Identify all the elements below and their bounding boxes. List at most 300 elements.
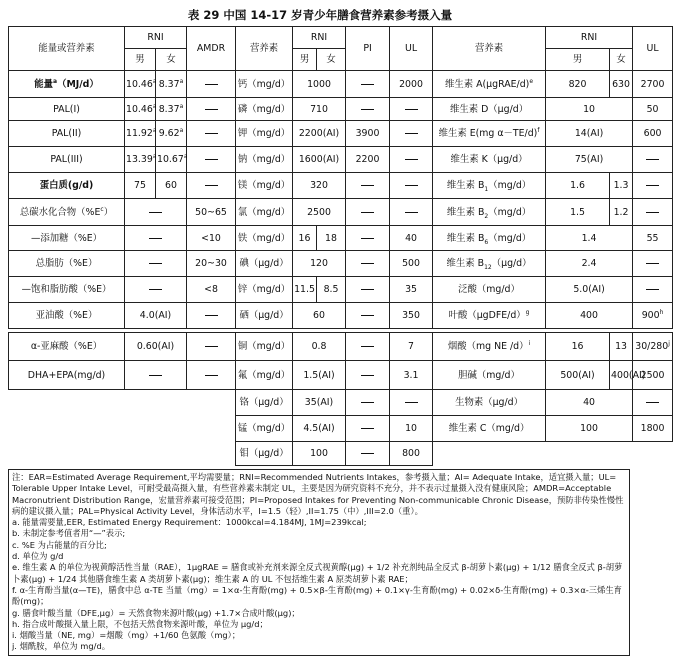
- nutrient-cell-text-unit: （mg/d）: [488, 232, 532, 244]
- dash-mark: [405, 159, 418, 160]
- ul-cell: [390, 390, 433, 416]
- ul-cell: [633, 333, 673, 361]
- rni-cell-text: 75(AI): [574, 154, 604, 165]
- header-female-2: 女: [317, 49, 346, 71]
- ul-cell: [390, 199, 433, 226]
- dash-mark: [149, 212, 162, 213]
- footnote-mark: a: [179, 102, 184, 110]
- rni-female-cell-text: 630: [612, 78, 630, 90]
- header-female-3: 女: [610, 49, 633, 71]
- nutrient-cell-text-unit: ）: [103, 206, 114, 218]
- rni-cell-text: 5.0(AI): [573, 284, 605, 295]
- rni-cell-text: 1.5(AI): [303, 369, 335, 381]
- rni-cell-text: 14(AI): [574, 128, 604, 139]
- dash-mark: [646, 185, 659, 186]
- rni-female-cell-text: 13: [615, 341, 628, 352]
- ul-cell-text: 350: [402, 310, 420, 321]
- rni-cell-text: 4.0(AI): [139, 310, 172, 321]
- rni-cell: [293, 147, 346, 173]
- nutrient-cell-text: PAL(I): [53, 103, 80, 115]
- amdr-cell-text: 50~65: [195, 206, 227, 218]
- dash-mark: [205, 109, 218, 110]
- table-row: [9, 147, 673, 173]
- rni-cell-text: 2500: [307, 206, 331, 218]
- nutrient-cell-text: 碘（μg/d）: [239, 258, 289, 269]
- nutrient-cell: [9, 147, 125, 173]
- table-row: [9, 121, 673, 147]
- rni-female-cell-text: 8.37: [158, 78, 180, 90]
- ul-cell: [390, 147, 433, 173]
- note-line: i. 烟酸当量（NE, mg）=烟酸（mg）+1/60 色氨酸（mg）；: [12, 630, 241, 641]
- header-ul-2: UL: [390, 27, 433, 71]
- rni-cell: [293, 251, 346, 277]
- ul-cell-text: 2500: [640, 369, 665, 381]
- rni-cell-text: 100: [580, 423, 598, 434]
- nutrient-cell-text: 维生素 B: [446, 232, 485, 244]
- rni-male-cell-text: 11.92: [126, 128, 153, 139]
- rni-cell-text: 1000: [307, 78, 331, 90]
- nutrient-cell: [433, 98, 546, 121]
- rni-male-cell: [125, 121, 156, 147]
- nutrient-cell-text: 氯（mg/d）: [237, 206, 291, 218]
- table-row: [9, 277, 673, 303]
- rni-cell-text: 100: [310, 448, 328, 459]
- nutrient-cell: [433, 226, 546, 251]
- dash-mark: [205, 159, 218, 160]
- dash-mark: [361, 238, 374, 239]
- header-ul-3: UL: [633, 27, 673, 71]
- rni-female-cell: [156, 98, 187, 121]
- rni-female-cell-text: 8.5: [323, 284, 339, 295]
- ul-cell: [390, 361, 433, 390]
- rni-cell: [293, 303, 346, 329]
- table-row: [9, 71, 673, 98]
- rni-cell: [293, 173, 346, 199]
- rni-cell-text: 0.8: [311, 341, 327, 352]
- rni-male-cell-text: 75: [134, 180, 146, 191]
- note-line: c. %E 为占能量的百分比;: [12, 539, 107, 550]
- header-female-1: 女: [156, 49, 187, 71]
- amdr-cell: [187, 226, 236, 251]
- dash-mark: [361, 185, 374, 186]
- pi-cell: [346, 303, 390, 329]
- ul-cell-text: 55: [646, 232, 659, 244]
- amdr-cell: [187, 98, 236, 121]
- rni-male-cell: [125, 173, 156, 199]
- nutrient-cell: [433, 71, 546, 98]
- nutrient-cell-text: 硒（μg/d）: [239, 310, 289, 321]
- header-pi: PI: [346, 27, 390, 71]
- ul-cell: [633, 251, 673, 277]
- ul-cell-text: 3.1: [403, 369, 419, 381]
- nutrient-cell: [433, 390, 546, 416]
- ul-cell-text: 2000: [399, 78, 423, 90]
- nutrient-cell: [433, 416, 546, 442]
- dash-mark: [361, 263, 374, 264]
- dash-mark: [361, 453, 374, 454]
- rni-cell: [293, 361, 346, 390]
- rni-cell: [546, 277, 633, 303]
- nutrient-cell: [433, 199, 546, 226]
- nutrient-cell-text: 总碳水化合物（%E: [19, 206, 101, 218]
- ul-cell: [390, 303, 433, 329]
- amdr-cell-text: <10: [201, 232, 221, 244]
- ul-cell-text: 900: [641, 310, 660, 321]
- nutrient-cell-text: 维生素 B: [446, 180, 485, 191]
- nutrient-cell: [433, 251, 546, 277]
- nutrient-cell-text: 钼（μg/d）: [239, 448, 289, 459]
- nutrient-cell-text: DHA+EPA(mg/d): [27, 369, 106, 381]
- rni-male-cell: [125, 71, 156, 98]
- nutrient-cell-text: 亚油酸（%E）: [35, 310, 98, 321]
- dash-mark: [646, 289, 659, 290]
- nutrient-cell: [236, 390, 293, 416]
- rni-female-cell-text: 8.37: [158, 103, 180, 115]
- rni-male-cell: [546, 173, 610, 199]
- ul-cell: [633, 199, 673, 226]
- rni-female-cell: [156, 147, 187, 173]
- ul-cell-text: 2700: [640, 78, 665, 90]
- rni-female-cell: [317, 277, 346, 303]
- footnote-mark: a: [152, 102, 157, 110]
- rni-cell: [125, 251, 187, 277]
- rni-cell: [125, 303, 187, 329]
- ul-cell: [390, 442, 433, 466]
- table-row: [9, 361, 673, 390]
- dash-mark: [361, 346, 374, 347]
- footnote-mark: e: [529, 77, 534, 85]
- rni-cell-text: 60: [313, 310, 325, 321]
- nutrient-cell: [236, 121, 293, 147]
- header-rni-3: RNI: [546, 27, 633, 49]
- note-line: j. 烟酰胺，单位为 mg/d。: [12, 641, 111, 652]
- rni-cell: [125, 277, 187, 303]
- rni-cell: [125, 199, 187, 226]
- note-line: h. 指合成叶酸摄入量上限，不包括天然食物来源叶酸，单位为 μg/d；: [12, 618, 268, 629]
- nutrient-cell-text: 维生素 A(μgRAE/d): [445, 78, 530, 90]
- header-rni-1: RNI: [125, 27, 187, 49]
- nutrient-cell-text: 维生素 B: [446, 206, 485, 218]
- note-line: a. 能量需要量,EER, Estimated Energy Requirement：1000kcal=4.184MJ, 1MJ=239kcal;: [12, 517, 367, 528]
- rni-cell: [125, 226, 187, 251]
- dash-mark: [646, 402, 659, 403]
- nutrient-cell: [433, 333, 546, 361]
- nutrient-cell-text: 铁（mg/d）: [237, 232, 291, 244]
- table-row: [9, 333, 673, 361]
- rni-cell-text: 710: [310, 103, 328, 115]
- amdr-cell: [187, 199, 236, 226]
- dash-mark: [361, 84, 374, 85]
- ul-cell: [390, 173, 433, 199]
- nutrient-cell-text: 锰（mg/d）: [237, 423, 291, 434]
- dash-mark: [361, 428, 374, 429]
- rni-cell: [546, 147, 633, 173]
- nutrient-cell-text-unit: （mg/d）: [488, 180, 532, 191]
- rni-female-cell-text: 60: [165, 180, 177, 191]
- rni-cell-text: 40: [583, 397, 596, 408]
- footnote-mark: a: [152, 152, 157, 160]
- ul-cell-text: 50: [646, 103, 659, 115]
- rni-male-cell: [546, 361, 610, 390]
- rni-male-cell: [125, 147, 156, 173]
- nutrient-cell-text: 总脂肪（%E）: [35, 258, 98, 269]
- pi-cell: [346, 390, 390, 416]
- ul-cell: [390, 121, 433, 147]
- nutrient-cell: [433, 277, 546, 303]
- ul-cell: [633, 303, 673, 329]
- dash-mark: [405, 185, 418, 186]
- dash-mark: [149, 238, 162, 239]
- ul-cell-text: 1800: [640, 423, 665, 434]
- rni-female-cell: [610, 361, 646, 390]
- nutrient-cell: [236, 199, 293, 226]
- pi-cell-text: 3900: [355, 128, 380, 139]
- rni-cell: [293, 121, 346, 147]
- dash-mark: [149, 289, 162, 290]
- rni-cell: [293, 199, 346, 226]
- dash-mark: [646, 212, 659, 213]
- ul-cell: [390, 98, 433, 121]
- rni-cell-text: 1600(AI): [298, 154, 340, 165]
- ul-cell: [390, 277, 433, 303]
- header-nutrient-3: 营养素: [433, 27, 546, 71]
- nutrient-cell: [9, 303, 125, 329]
- rni-female-cell: [317, 226, 346, 251]
- rni-female-cell-text: 18: [325, 232, 337, 244]
- nutrient-cell-text-unit: （MJ/d）: [57, 78, 99, 90]
- nutrient-cell: [236, 416, 293, 442]
- nutrient-cell: [236, 277, 293, 303]
- nutrient-cell: [236, 251, 293, 277]
- nutrient-cell: [9, 277, 125, 303]
- nutrient-cell: [9, 121, 125, 147]
- rni-cell: [293, 333, 346, 361]
- nutrient-cell-text: 蛋白质(g/d): [39, 180, 94, 191]
- nutrient-cell-text: 能量: [34, 78, 53, 90]
- footnote-mark: i: [528, 339, 531, 347]
- dash-mark: [149, 375, 162, 376]
- nutrient-cell-text-unit: （mg/d）: [488, 206, 532, 218]
- amdr-cell: [187, 71, 236, 98]
- ul-cell: [633, 98, 673, 121]
- pi-cell-text: 2200: [355, 154, 380, 165]
- amdr-cell: [187, 303, 236, 329]
- dash-mark: [205, 315, 218, 316]
- pi-cell: [346, 173, 390, 199]
- subscript: 12: [484, 263, 492, 271]
- rni-male-cell: [293, 277, 317, 303]
- nutrient-cell: [433, 173, 546, 199]
- rni-cell: [546, 416, 633, 442]
- pi-cell: [346, 199, 390, 226]
- table-row: [9, 98, 673, 121]
- rni-male-cell-text: 1.5: [570, 206, 585, 218]
- pi-cell: [346, 71, 390, 98]
- subscript: 2: [484, 212, 489, 220]
- rni-cell: [293, 71, 346, 98]
- ul-cell: [390, 416, 433, 442]
- rni-male-cell-text: 1.6: [570, 180, 585, 191]
- pi-cell: [346, 416, 390, 442]
- rni-female-cell-text: 1.3: [613, 180, 629, 191]
- pi-cell: [346, 361, 390, 390]
- amdr-cell: [187, 173, 236, 199]
- amdr-cell: [187, 361, 236, 390]
- nutrient-cell-text: 氟（mg/d）: [237, 369, 291, 381]
- nutrient-cell-text: PAL(II): [51, 128, 82, 139]
- ul-cell-text: 40: [405, 232, 417, 244]
- note-line: b. 未制定参考值者用“—”表示;: [12, 528, 126, 539]
- dash-mark: [205, 346, 218, 347]
- rni-cell-text: 4.5(AI): [303, 423, 335, 434]
- rni-cell-text: 2.4: [581, 258, 597, 269]
- header-male-1: 男: [125, 49, 156, 71]
- nutrient-cell: [9, 333, 125, 361]
- rni-female-cell: [156, 173, 187, 199]
- dash-mark: [205, 84, 218, 85]
- footnote-mark: j: [668, 339, 670, 347]
- dash-mark: [361, 375, 374, 376]
- nutrient-cell-text: 镁（mg/d）: [237, 180, 291, 191]
- footnote-mark: g: [525, 308, 530, 316]
- rni-cell: [293, 98, 346, 121]
- rni-female-cell-text: 10.67: [157, 154, 184, 165]
- ul-cell: [390, 71, 433, 98]
- dash-mark: [405, 109, 418, 110]
- nutrient-cell: [433, 361, 546, 390]
- rni-female-cell: [156, 71, 187, 98]
- dash-mark: [361, 402, 374, 403]
- ul-cell-text: 35: [405, 284, 417, 295]
- dash-mark: [405, 212, 418, 213]
- note-line: e. 维生素 A 的单位为视黄醇活性当量（RAE），1μgRAE = 膳食或补充剂来源全反式视黄醇(μg) + 1/2 补充剂纯品全反式 β-胡萝卜素(μg) + 1/12 膳食全反式 β-胡萝卜素(μg) + 1/24 其他膳食维生素 A 类胡萝卜素(μg)；维生素 A 的 UL 不包括维生素 A 原类胡萝卜素 RAE；: [12, 562, 623, 584]
- nutrient-cell: [236, 226, 293, 251]
- table-row: [9, 303, 673, 329]
- dash-mark: [646, 263, 659, 264]
- footnote-mark: f: [537, 126, 540, 134]
- rni-cell-text: 35(AI): [304, 397, 334, 408]
- header-amdr: AMDR: [187, 27, 236, 71]
- pi-cell: [346, 251, 390, 277]
- dash-mark: [149, 263, 162, 264]
- notes-block: [8, 469, 630, 656]
- nutrient-cell-text: 维生素 B: [446, 258, 485, 269]
- rni-cell-text: 320: [310, 180, 328, 191]
- nutrient-cell: [433, 147, 546, 173]
- footnote-mark: a: [183, 152, 188, 160]
- ul-cell-text: 600: [643, 128, 662, 139]
- rni-female-cell-text: 1.2: [613, 206, 629, 218]
- rni-male-cell-text: 820: [568, 78, 587, 90]
- ul-cell: [390, 333, 433, 361]
- footnote-mark: a: [179, 77, 184, 85]
- dash-mark: [205, 185, 218, 186]
- nutrient-cell-text: 锌（mg/d）: [237, 284, 291, 295]
- nutrient-cell-text: —饱和脂肪酸（%E）: [21, 284, 112, 295]
- nutrient-cell: [9, 226, 125, 251]
- nutrient-cell: [236, 333, 293, 361]
- amdr-cell: [187, 121, 236, 147]
- table-row: [9, 199, 673, 226]
- nutrient-cell-text: 叶酸（μgDFE/d）: [448, 310, 526, 321]
- pi-cell: [346, 442, 390, 466]
- rni-cell: [125, 333, 187, 361]
- rni-male-cell: [546, 71, 610, 98]
- table-row: [9, 390, 673, 416]
- nutrient-cell: [9, 71, 125, 98]
- rni-female-cell: [610, 199, 633, 226]
- nutrient-cell: [9, 173, 125, 199]
- nutrient-cell-text: 钙（mg/d）: [237, 78, 291, 90]
- rni-female-cell: [156, 121, 187, 147]
- empty-cell: [433, 442, 673, 466]
- header-nutrient-1: 能量或营养素: [9, 27, 125, 71]
- dash-mark: [646, 159, 659, 160]
- note-line: d. 单位为 g/d: [12, 551, 64, 562]
- subscript: 1: [484, 185, 489, 193]
- ul-cell-text: 30/280: [635, 341, 669, 352]
- ul-cell: [633, 226, 673, 251]
- note-line: f. α-生育酚当量(α—TE)，膳食中总 α-TE 当量（mg）= 1×α-生育酚(mg) + 0.5×β-生育酚(mg) + 0.1×γ-生育酚(mg) + 0.02×δ-生育酚(mg) + 0.3×α-三烯生育酚(mg)；: [12, 584, 622, 607]
- ul-cell: [390, 226, 433, 251]
- nutrient-cell-text: 烟酸（mg NE /d）: [447, 341, 529, 352]
- header-male-2: 男: [293, 49, 317, 71]
- nutrient-cell-text: 泛酸（mg/d）: [458, 284, 520, 295]
- header-rni-2: RNI: [293, 27, 346, 49]
- rni-cell: [125, 361, 187, 390]
- table-row: [9, 251, 673, 277]
- rni-female-cell-text: 9.62: [158, 128, 180, 139]
- footnote-mark: a: [179, 126, 184, 134]
- nutrient-cell: [9, 98, 125, 121]
- rni-cell: [546, 226, 633, 251]
- rni-cell: [546, 251, 633, 277]
- dash-mark: [361, 289, 374, 290]
- rni-cell-text: 1.4: [581, 232, 597, 244]
- nutrient-cell: [236, 361, 293, 390]
- rni-female-cell: [610, 173, 633, 199]
- rni-cell-text: 400: [580, 310, 598, 321]
- footnote-mark: a: [152, 126, 157, 134]
- ul-cell: [633, 390, 673, 416]
- table-row: [9, 173, 673, 199]
- rni-male-cell-text: 16: [298, 232, 311, 244]
- rni-cell: [293, 390, 346, 416]
- subscript: 6: [484, 238, 489, 246]
- nutrient-cell-text: 钾（mg/d）: [237, 128, 291, 139]
- pi-cell: [346, 121, 390, 147]
- footnote-mark: a: [53, 77, 58, 85]
- nutrient-cell-text: 铜（mg/d）: [237, 341, 291, 352]
- rni-cell: [293, 416, 346, 442]
- pi-cell: [346, 333, 390, 361]
- ul-cell: [633, 416, 673, 442]
- ul-cell-text: 10: [405, 423, 417, 434]
- nutrient-cell-text: 维生素 K（μg/d）: [450, 154, 528, 165]
- rni-male-cell-text: 13.39: [126, 154, 153, 165]
- ul-cell-text: 500: [402, 258, 420, 269]
- ul-cell-text: 800: [402, 448, 420, 459]
- dash-mark: [361, 315, 374, 316]
- rni-male-cell: [546, 333, 610, 361]
- nutrient-cell-text-unit: （μg/d）: [491, 258, 532, 269]
- nutrient-table: [8, 26, 673, 466]
- nutrient-cell: [236, 173, 293, 199]
- rni-cell: [546, 390, 633, 416]
- nutrient-cell-text: 胆碱（mg/d）: [458, 369, 520, 381]
- nutrient-cell: [433, 121, 546, 147]
- ul-cell: [633, 173, 673, 199]
